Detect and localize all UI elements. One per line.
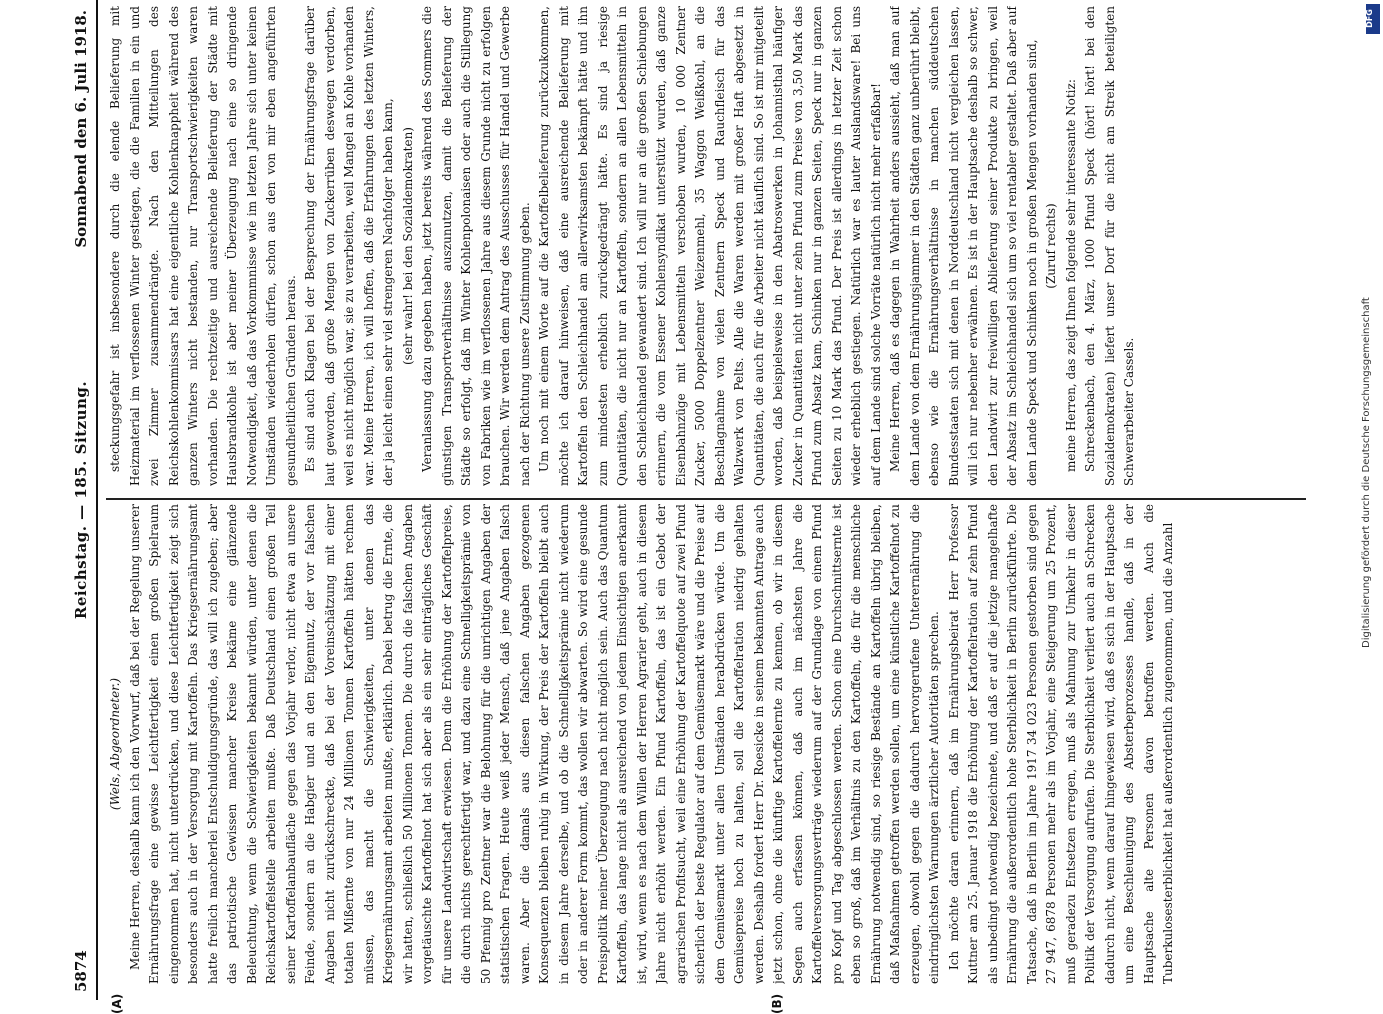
paragraph: Meine Herren, daß es dagegen in Wahrheit anders aussieht, daß man auf dem Lande von dem Ernährungsjammer in den Städten ganz unberührt bleibt, ebenso wie die Ernährungsverhältnisse in manchen süddeutschen Bundesstaaten sich mit denen in Norddeutschland nicht vergleichen lassen, will ich nur nebenher erwähnen. Es ist in der Hauptsache deshalb so schwer, den Landwirt zur freiwilligen Ablieferung seiner Produkte zu bringen, weil der Absatz im Schleichhandel sich um so viel rentabler gestaltet. Daß aber auf dem Lande Speck und Schinken noch in großen Mengen vorhanden sind, <box>888 6 1039 486</box>
interjection: (Zuruf rechts) <box>1044 203 1058 289</box>
digitization-note-text: Digitalisierung gefördert durch die Deutsche Forschungsgemeinschaft <box>1361 297 1372 648</box>
paragraph: Veranlassung dazu gegeben haben, jetzt bereits während des Sommers die günstigen Transportverhältnisse auszunutzen, damit die Belieferung der Städte so erfolgt, daß im Winter Kohlenpolonaisen oder auch die Stillegung von Fabriken wie im verflossenen Jahre aus diesem Grunde nicht zu erfolgen brauchen. Wir werden dem Antrag des Ausschusses für Handel und Gewerbe nach der Richtung unsere Zustimmung geben. <box>420 6 532 486</box>
header-rule <box>96 0 98 1000</box>
page-header <box>70 0 96 1000</box>
paragraph: Um noch mit einem Worte auf die Kartoffelbelieferung zurückzukommen, möchte ich darauf hinweisen, daß eine ausreichende Belieferung mit Kartoffeln den Schleichhandel am allerwirksamsten bekämpft hätte und ihn zum mindesten erheblich zurückgedrängt hätte. Es sind ja riesige Quantitäten, die nicht nur an Kartoffeln, sondern an allen Lebensmitteln in den Schleichhandel gewandert sind. Ich will nur an die großen Schiebungen erinnern, die vom Essener Kohlensyndikat unterstützt wurden, daß ganze Eisenbahnzüge mit Lebensmitteln verschoben wurden, 10 000 Zentner Zucker, 5000 Doppelzentner Weizenmehl, 35 Waggon Weißkohl, an die Beschlagnahme von vielen Zentnern Speck und Rauchfleisch für das Walzwerk von Pelts. Alle die Waren werden mit großer Haft abgesetzt in Quantitäten, die auch für die Arbeiter nicht käuflich sind. So ist mir mitgeteilt worden, daß beispielsweise in den Abatroswerken in Johannisthal häufiger Zucker in Quantitäten nicht unter zehn Pfund zum Preise von 3,50 Mark das Pfund zum Absatz kam, Schinken nur in ganzen Seiten, Speck nur in ganzen Seiten zu 10 Mark das Pfund. Der Preis ist allerdings in letzter Zeit schon wieder erheblich gestiegen. Natürlich war es lauter Auslandsware! Bei uns auf dem Lande sind solche Vorräte natürlich nicht mehr erfaßbar! <box>537 6 883 486</box>
page-number: 5874 <box>72 950 90 992</box>
column-left <box>106 504 1306 984</box>
quoted-notice: Schreckenbach, den 4. März, 1000 Pfund Speck (hört! hört! bei den Sozialdemokraten) liefert unser Dorf für die nicht am Streik beteiligten Schwerarbeiter Cassels. <box>1083 6 1136 486</box>
paragraph: steckungsgefahr ist insbesondere durch die elende Belieferung mit Heizmaterial im verflossenen Winter gestiegen, die die Familien in ein und zwei Zimmer zusammendrängte. Nach den Mitteilungen des Reichskohlenkommissars hat eine eigentliche Kohlenknappheit während des ganzen Winters nicht bestanden, nur Transportschwierigkeiten waren vorhanden. Die rechtzeitige und ausreichende Belieferung der Städte mit Hausbrandkohle ist aber meiner Überzeugung nach eine so dringende Notwendigkeit, daß das Vorkommnisse wie im letzten Jahre sich unter keinen Umständen wiederholen dürfen, schon aus den von mir eben angeführten gesundheitlichen Gründen heraus. <box>108 6 298 486</box>
paragraph: Es sind auch Klagen bei der Besprechung der Ernährungsfrage darüber laut geworden, daß große Mengen von Zuckerrüben deswegen verdorben, weil es nicht möglich war, sie zu verarbeiten, weil Mangel an Kohle vorhanden war. Meine Herren, ich will hoffen, daß die Erfahrungen des letzten Winters, der ja leicht einen sehr viel strengeren Nachfolger haben kann, <box>303 6 395 486</box>
column-right <box>106 6 1306 486</box>
paragraph: Meine Herren, deshalb kann ich den Vorwurf, daß bei der Regelung unserer Ernährungsfrage eine gewisse Leichtfertigkeit einen großen Spielraum eingenommen hat, nicht unterdrücken, und diese Leichtfertigkeit zeigt sich besonders auch in der Versorgung mit Kartoffeln. Das Kriegsernährungsamt hatte freilich mancherlei Entschuldigungsgründe, das will ich zugeben; aber das patriotische Gewissen mancher Kreise bekäme eine glänzende Beleuchtung, wenn die Schwierigkeiten bekannt würden, unter denen die Reichskartoffelstelle arbeiten mußte. Daß Deutschland einen großen Teil seiner Kartoffelanbaufläche gegen das Vorjahr verlor, nicht etwa an unsere Feinde, sondern an die Habgier und an den Eigennutz, der vor falschen Angaben nicht zurückschreckte, daß bei der Voreinschätzung mit einer totalen Mißernte von nur 24 Millionen Tonnen Kartoffeln hätten rechnen müssen, das macht die Schwierigkeiten, unter denen das Kriegsernährungsamt arbeiten mußte, erklärlich. Dabei betrug die Ernte, die wir hatten, schließlich 50 Millionen Tonnen. Die durch die falschen Angaben vorgetäuschte Kartoffelnot hat sich aber als ein sehr einträgliches Geschäft für unsere Landwirtschaft erwiesen. Denn die Erhöhung der Kartoffelpreise, die durch nichts gerechtfertigt war, und dazu eine Schnelligkeitsprämie von 50 Pfennig pro Zentner war die Belohnung für die unrichtigen Angaben der statistischen Fragen. Heute weiß jeder Mensch, daß jene Angaben falsch waren. Aber die damals aus diesen falschen Angaben gezogenen Konsequenzen bleiben ruhig in Wirkung, der Preis der Kartoffeln bleibt auch in diesem Jahre derselbe, und ob die Schnelligkeitsprämie nicht wiederum oder in anderer Form kommt, das wollen wir abwarten. So wird eine gesunde Preispolitik meiner Überzeugung nach nicht möglich sein. Auch das Quantum Kartoffeln, das lange nicht als ausreichend von jedem Einsichtigen anerkannt ist, wird, wenn es nach dem Willen der Herren Agrarier geht, auch in diesem Jahre nicht erhöht werden. Ein Pfund Kartoffeln, das ist ein Gebot der agrarischen Profitsucht, weil eine Erhöhung der Kartoffelquote auf zwei Pfund sicherlich der beste Regulator auf dem Gemüsemarkt wäre und die Preise auf dem Gemüsemarkt unter allen Umständen herabdrücken würde. Um die Gemüsepreise hoch zu halten, soll die Kartoffelration niedrig gehalten werden. Deshalb fordert Herr Dr. Roesicke in seinem bekannten Antrage auch jetzt schon, ohne die künftige Kartoffelernte zu kennen, ob wir in diesem Segen auch erfassen können, daß auch im nächsten Jahre die Kartoffelversorgungsverträge wiederum auf der Grundlage von einem Pfund pro Kopf und Tag abgeschlossen werden. Schon eine Durchschnittsernte ist eben so groß, daß im Verhältnis zu den Kartoffeln, die für die menschliche Ernährung notwendig sind, so riesige Bestände an Kartoffeln übrig bleiben, daß Maßnahmen getroffen werden sollen, um eine künstliche Kartoffelnot zu erzeugen, obwohl gegen die dadurch hervorgerufene Unterernährung die eindringlichsten Warnungen ärztlicher Autoritäten sprechen. <box>127 504 941 984</box>
margin-marker-a: (A) <box>110 993 124 1014</box>
column-divider <box>106 499 1306 501</box>
rotated-page-content <box>70 0 1320 1014</box>
paragraph: Ich möchte daran erinnern, daß im Ernährungsbeirat Herr Professor Kuttner am 25. Januar 1918 die Erhöhung der Kartoffelration auf zehn Pfund als unbedingt notwendig bezeichnete, und daß er auf die jetzige mangelhafte Ernährung die außerordentlich hohe Sterblichkeit in Berlin zurückführte. Die Tatsache, daß in Berlin im Jahre 1917 34 023 Personen gestorben sind gegen 27 947, 6878 Personen mehr als im Vorjahr, eine Steigerung um 25 Prozent, muß geradezu Entsetzen erregen, muß als Mahnung zur Umkehr in dieser Politik der Versorgung aufrufen. Die Sterblichkeit verliert auch an Schrecken dadurch nicht, wenn darauf hingewiesen wird, daß es sich in der Hauptsache um eine Beschleunigung des Absterbeprozesses handle, daß in der Hauptsache alte Personen davon betroffen werden. Auch die Tuberkulosesterblichkeit hat außerordentlich zugenommen, und die Anzahl <box>946 504 1175 984</box>
margin-marker-b: (B) <box>770 993 784 1014</box>
page-title: Reichstag. — 185. Sitzung. <box>72 380 90 620</box>
paragraph: meine Herren, das zeigt Ihnen folgende sehr interessante Notiz: <box>1063 79 1078 472</box>
dfg-logo-text: DFG <box>1364 9 1374 28</box>
interjection: (sehr wahr! bei den Sozialdemokraten) <box>400 127 415 365</box>
session-date: Sonnabend den 6. Juli 1918. <box>72 10 90 248</box>
digitization-note <box>1361 8 1377 648</box>
speaker-line: (Wels, Abgeordneter.) <box>108 677 122 811</box>
dfg-logo <box>1366 4 1380 34</box>
